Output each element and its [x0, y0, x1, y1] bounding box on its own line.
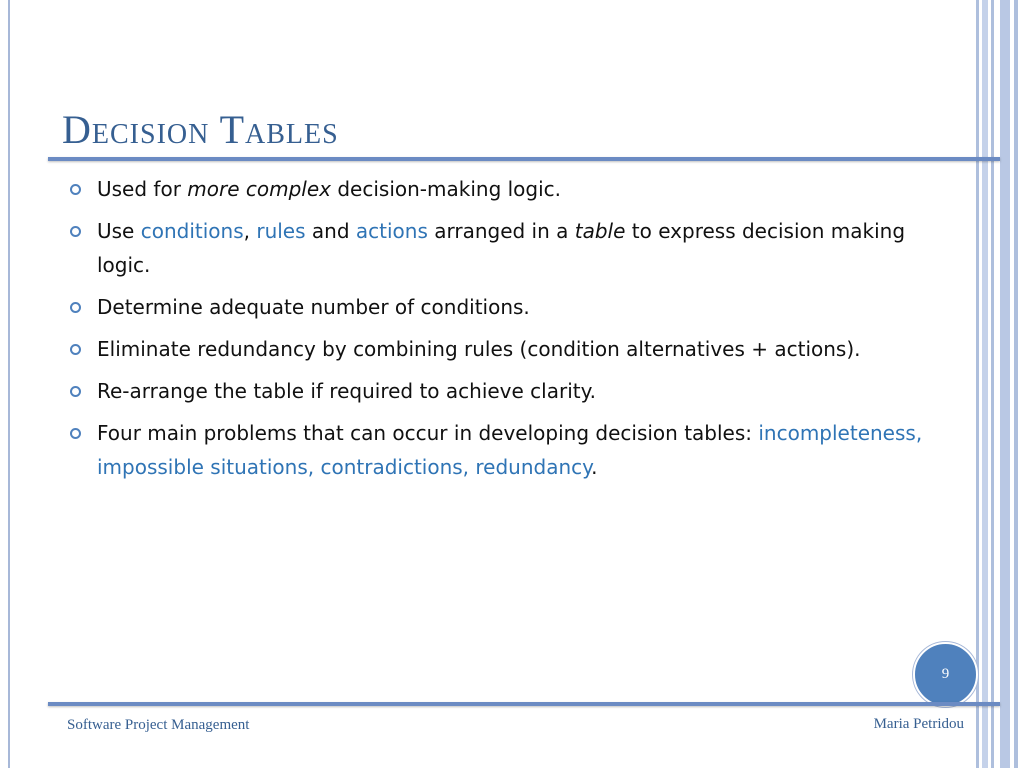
bullet-text-part: Use: [97, 219, 141, 243]
bullet-highlight: incompleteness, impossible situations, contradictions, redundancy: [97, 421, 923, 479]
bullet-text-part: Used for: [97, 177, 188, 201]
bullet-highlight: actions: [355, 219, 428, 243]
bullet-item: [70, 172, 950, 206]
bullet-text-part: .: [591, 455, 598, 479]
ring-bullet-icon: [70, 344, 81, 355]
bullet-text: Re-arrange the table if required to achieve clarity.: [97, 379, 596, 403]
title-divider: [48, 157, 1000, 161]
bullet-text-part: decision-making logic.: [331, 177, 562, 201]
ring-bullet-icon: [70, 184, 81, 195]
bullet-text: Determine adequate number of conditions.: [97, 295, 530, 319]
ring-bullet-icon: [70, 386, 81, 397]
page-number-badge: 9: [913, 642, 978, 707]
right-border-stripes: [976, 0, 1024, 768]
bullet-text-part: and: [305, 219, 356, 243]
bullet-text-part: Four main problems that can occur in developing decision tables:: [97, 421, 759, 445]
bullet-text-part: ,: [243, 219, 257, 243]
footer-course-title: Software Project Management: [67, 717, 250, 733]
bullet-item: [70, 416, 950, 484]
ring-bullet-icon: [70, 302, 81, 313]
bullet-item: [70, 332, 950, 366]
bullet-text: Eliminate redundancy by combining rules (condition alternatives + actions).: [97, 337, 861, 361]
bullet-text-part: arranged in a: [427, 219, 575, 243]
bullet-highlight: conditions: [140, 219, 244, 243]
bullet-emphasis: table: [574, 219, 626, 243]
bullet-item: [70, 214, 950, 282]
footer-divider: [48, 702, 1000, 706]
bullet-emphasis: more complex: [187, 177, 331, 201]
footer-author: Maria Petridou: [873, 716, 964, 732]
ring-bullet-icon: [70, 428, 81, 439]
bullet-highlight: rules: [256, 219, 306, 243]
bullet-item: [70, 374, 950, 408]
bullet-list: [70, 172, 950, 492]
ring-bullet-icon: [70, 226, 81, 237]
bullet-item: [70, 290, 950, 324]
left-border-stripe: [8, 0, 10, 768]
bullet-text-part: to express decision making logic.: [97, 219, 906, 277]
slide-title: Decision Tables: [62, 107, 339, 152]
